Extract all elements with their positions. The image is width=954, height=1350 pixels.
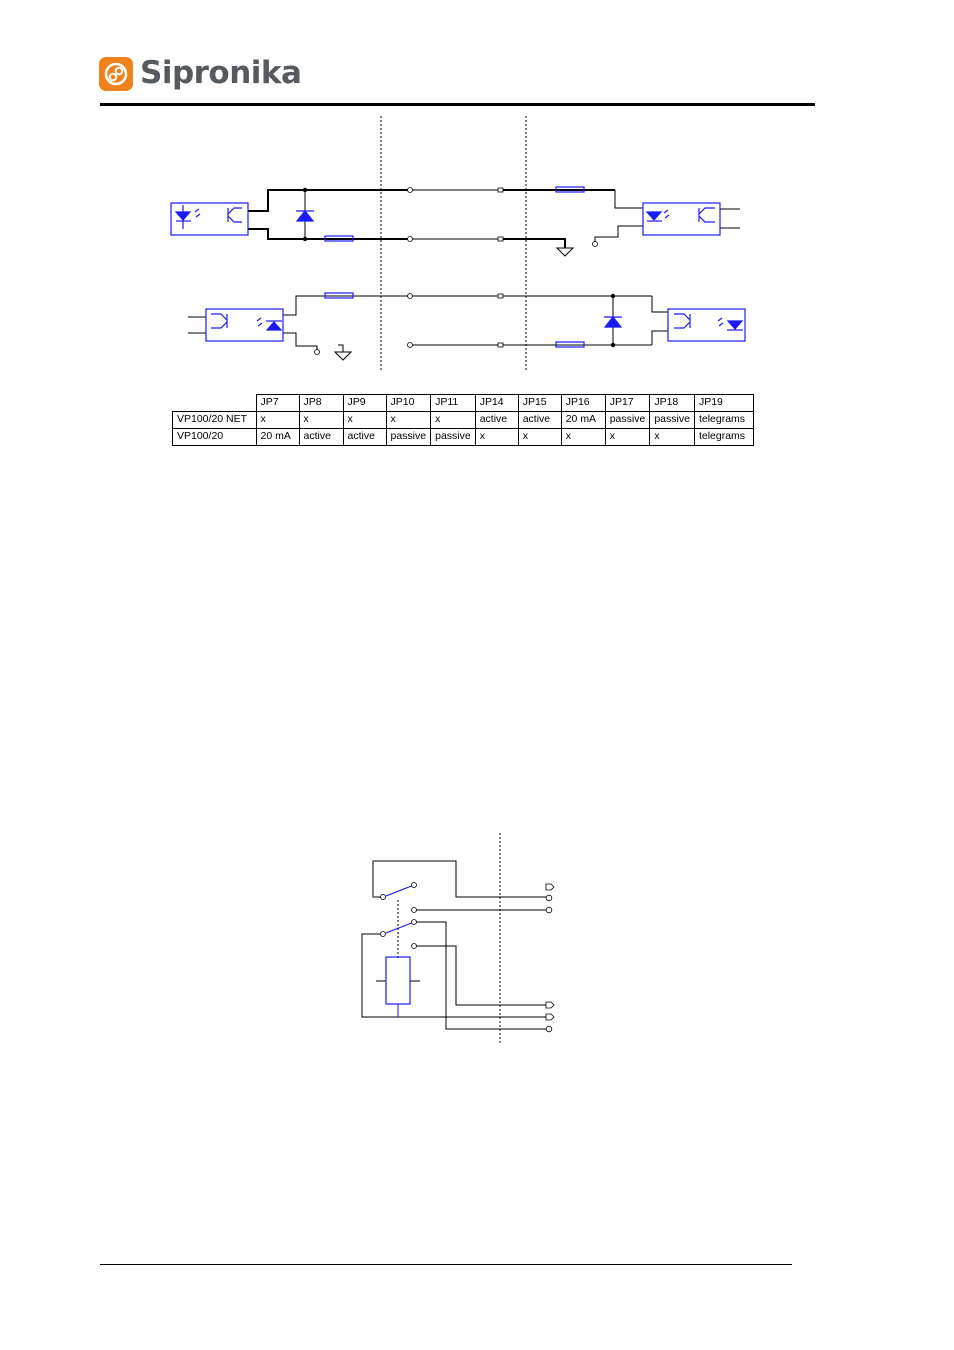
table-cell: VP100/20: [173, 429, 257, 446]
table-cell: passive: [650, 412, 695, 429]
relay-coil-icon: [386, 957, 410, 1004]
table-cell: passive: [605, 412, 650, 429]
table-cell: telegrams: [694, 429, 753, 446]
relay-contact-blade: [386, 885, 414, 896]
table-cell: x: [299, 412, 343, 429]
lower-interface-circuit: [188, 296, 668, 360]
diode-icon: [605, 317, 621, 327]
table-row: [173, 412, 754, 429]
led-icon: [267, 322, 281, 330]
table-cell: x: [386, 412, 431, 429]
table-header-cell: JP9: [343, 395, 386, 412]
table-header-cell: JP18: [650, 395, 695, 412]
table-cell: 20 mA: [256, 429, 299, 446]
table-header-cell: [173, 395, 257, 412]
table-cell: 20 mA: [561, 412, 605, 429]
table-cell: x: [256, 412, 299, 429]
table-header-row: [173, 395, 754, 412]
table-cell: passive: [431, 429, 476, 446]
upper-interface-circuit: [248, 190, 740, 256]
table-cell: telegrams: [694, 412, 753, 429]
led-icon: [728, 321, 742, 329]
jumper-settings-table: [172, 394, 754, 446]
table-header-cell: JP10: [386, 395, 431, 412]
table-cell: x: [475, 429, 518, 446]
table-header-cell: JP14: [475, 395, 518, 412]
table-cell: active: [475, 412, 518, 429]
table-cell: x: [518, 429, 561, 446]
table-cell: active: [343, 429, 386, 446]
table-cell: x: [650, 429, 695, 446]
table-header-cell: JP7: [256, 395, 299, 412]
table-header-cell: JP16: [561, 395, 605, 412]
table-cell: passive: [386, 429, 431, 446]
table-header-cell: JP17: [605, 395, 650, 412]
table-cell: active: [299, 429, 343, 446]
led-icon: [647, 212, 661, 220]
table-row: [173, 429, 754, 446]
table-cell: x: [343, 412, 386, 429]
footer-divider: [100, 1264, 792, 1265]
relay-contact-blade: [386, 922, 414, 933]
table-cell: x: [431, 412, 476, 429]
logo-text: Sipronika: [140, 55, 302, 91]
table-cell: VP100/20 NET: [173, 412, 257, 429]
table-header-cell: JP15: [518, 395, 561, 412]
table-cell: x: [561, 429, 605, 446]
table-cell: active: [518, 412, 561, 429]
table-header-cell: JP11: [431, 395, 476, 412]
diode-icon: [297, 211, 313, 221]
table-header-cell: JP8: [299, 395, 343, 412]
table-header-cell: JP19: [694, 395, 753, 412]
table-cell: x: [605, 429, 650, 446]
